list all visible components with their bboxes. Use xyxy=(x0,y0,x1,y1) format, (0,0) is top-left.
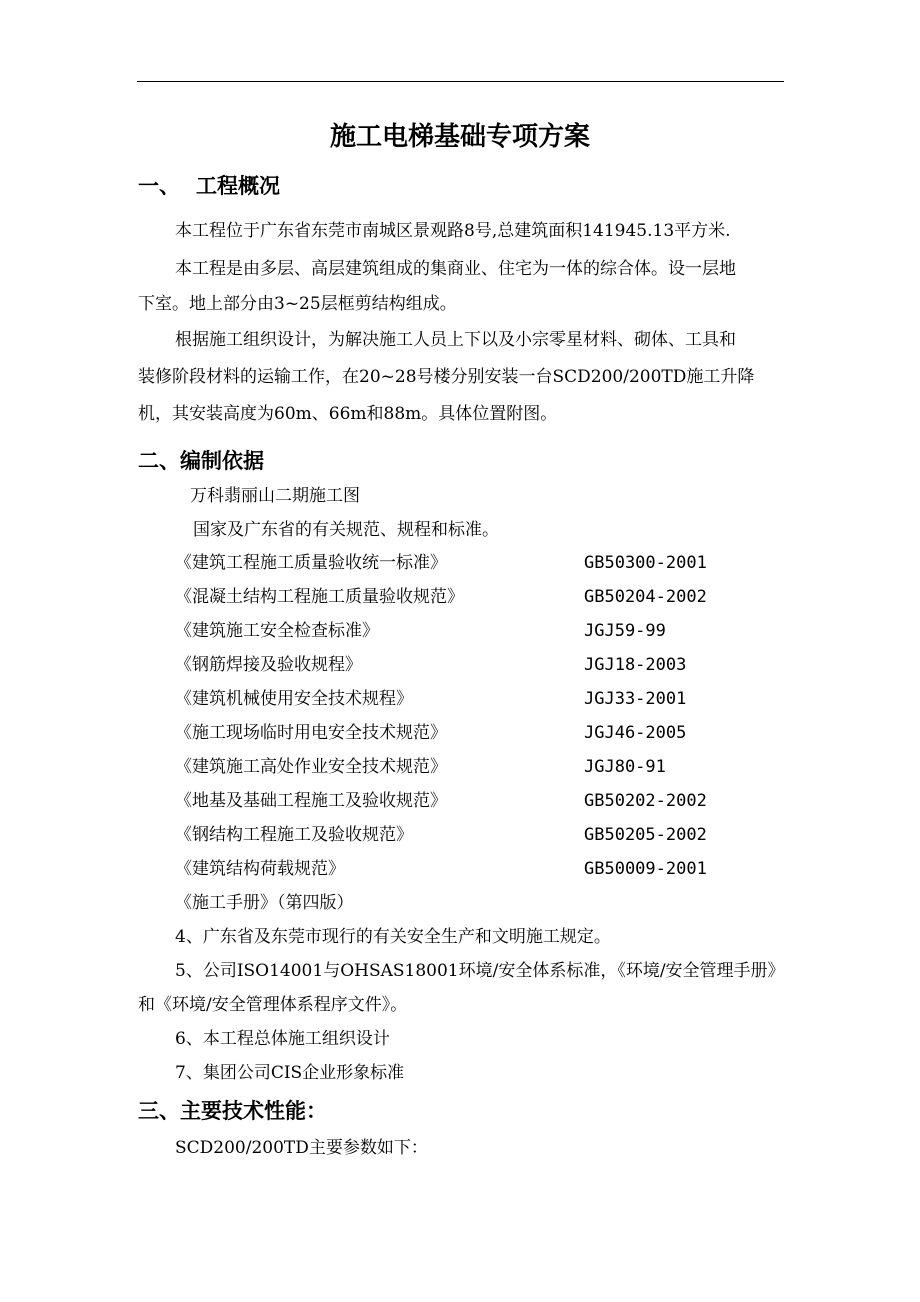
basis-item: 7、集团公司CIS企业形象标准 xyxy=(175,1063,405,1083)
standard-name: 《建筑施工安全检查标准》 xyxy=(175,621,379,641)
standard-name: 《钢筋焊接及验收规程》 xyxy=(175,655,362,675)
standard-code: GB50300-2001 xyxy=(584,553,707,573)
header-rule xyxy=(137,81,784,82)
basis-item: 万科翡丽山二期施工图 xyxy=(190,486,360,506)
standard-name: 《施工现场临时用电安全技术规范》 xyxy=(175,723,447,743)
section-1-title: 工程概况 xyxy=(196,173,280,198)
basis-item: 《施工手册》（第四版） xyxy=(175,893,354,913)
standard-name: 《钢结构工程施工及验收规范》 xyxy=(175,825,413,845)
paragraph-line: SCD200/200TD主要参数如下： xyxy=(175,1138,428,1158)
basis-item: 和《环境/安全管理体系程序文件》。 xyxy=(138,995,408,1015)
section-1-heading xyxy=(138,171,280,201)
standard-name: 《建筑结构荷载规范》 xyxy=(175,859,345,879)
standard-name: 《地基及基础工程施工及验收规范》 xyxy=(175,791,447,811)
paragraph-line: 根据施工组织设计，为解决施工人员上下以及小宗零星材料、砌体、工具和 xyxy=(175,330,736,350)
standard-code: GB50205-2002 xyxy=(584,825,707,845)
document-title: 施工电梯基础专项方案 xyxy=(329,122,590,152)
standard-code: JGJ59-99 xyxy=(584,621,666,641)
section-3-heading: 三、主要技术性能： xyxy=(138,1098,327,1123)
paragraph-line: 下室。地上部分由3~25层框剪结构组成。 xyxy=(138,294,457,314)
standard-code: JGJ33-2001 xyxy=(584,689,687,709)
section-2-heading: 二、编制依据 xyxy=(138,448,264,473)
paragraph-line: 机，其安装高度为60m、66m和88m。具体位置附图。 xyxy=(138,404,558,424)
standard-code: GB50204-2002 xyxy=(584,587,707,607)
standard-name: 《建筑工程施工质量验收统一标准》 xyxy=(175,553,447,573)
standard-name: 《建筑施工高处作业安全技术规范》 xyxy=(175,757,447,777)
standard-name: 《建筑机械使用安全技术规程》 xyxy=(175,689,413,709)
section-1-number: 一、 xyxy=(138,173,180,198)
standard-code: GB50202-2002 xyxy=(584,791,707,811)
basis-item: 国家及广东省的有关规范、规程和标准。 xyxy=(193,520,499,540)
standard-code: JGJ46-2005 xyxy=(584,723,687,743)
paragraph-line: 装修阶段材料的运输工作，在20~28号楼分别安装一台SCD200/200TD施工升降 xyxy=(138,367,755,387)
standard-code: JGJ80-91 xyxy=(584,757,666,777)
basis-item: 6、本工程总体施工组织设计 xyxy=(175,1029,390,1049)
standard-name: 《混凝土结构工程施工质量验收规范》 xyxy=(175,587,464,607)
paragraph-line: 本工程是由多层、高层建筑组成的集商业、住宅为一体的综合体。设一层地 xyxy=(175,259,736,279)
basis-item: 5、公司ISO14001与OHSAS18001环境/安全体系标准，《环境/安全管理手册》 xyxy=(175,961,785,981)
standard-code: GB50009-2001 xyxy=(584,859,707,879)
standard-code: JGJ18-2003 xyxy=(584,655,687,675)
paragraph-line: 本工程位于广东省东莞市南城区景观路8号,总建筑面积141945.13平方米. xyxy=(175,221,731,241)
basis-item: 4、广东省及东莞市现行的有关安全生产和文明施工规定。 xyxy=(175,927,611,947)
